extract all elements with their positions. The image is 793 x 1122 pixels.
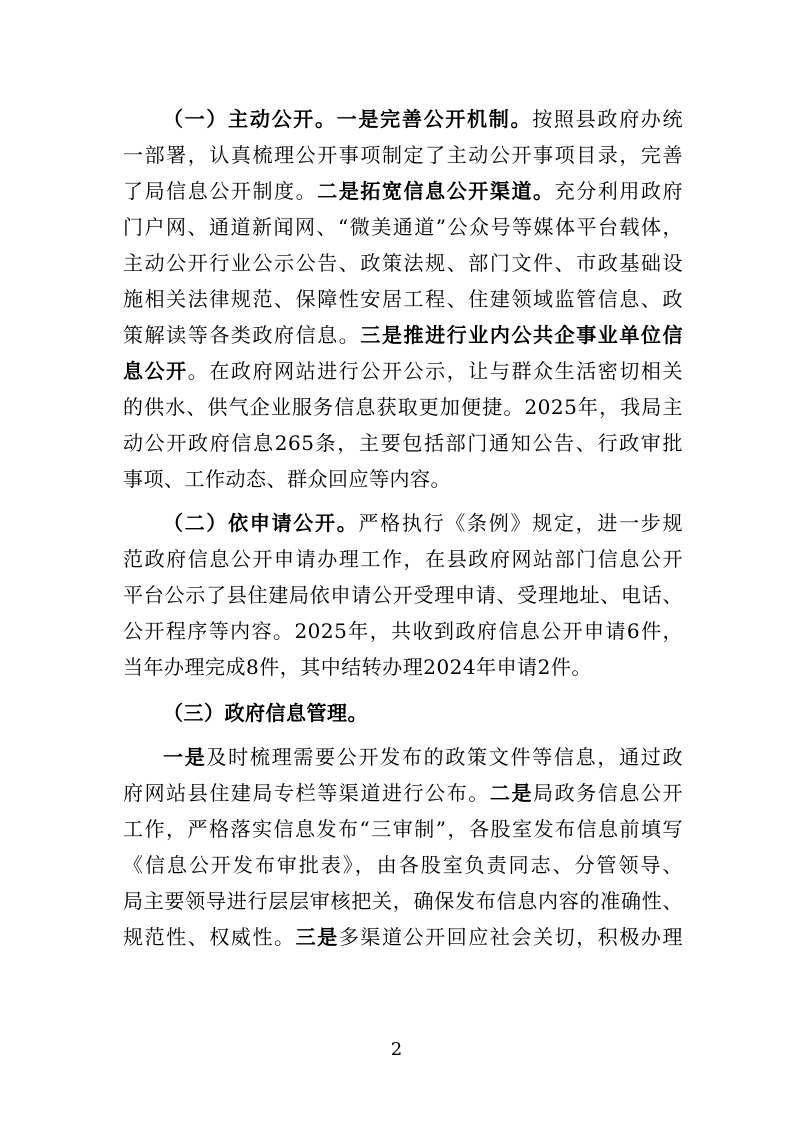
text-run: 充分利用政府 — [554, 179, 684, 203]
text-run: 多渠道公开回应社会关切，积极办理 — [338, 925, 684, 949]
p4-line-5: 局主要领导进行层层审核把关，确保发布信息内容的准确性、 — [123, 889, 683, 913]
p1-line-9: 的供水、供气企业服务信息获取更加便捷。2025年，我局主 — [123, 395, 683, 419]
p1-line-10: 动公开政府信息265条，主要包括部门通知公告、行政审批 — [123, 431, 683, 455]
bold-lead-2: 二是拓宽信息公开渠道。 — [317, 179, 555, 203]
p1-line-1 — [163, 104, 683, 134]
text-run: 了局信息公开制度。 — [123, 179, 318, 203]
section-heading-3: （三）政府信息管理。 — [163, 701, 368, 725]
p1-line-7 — [123, 320, 683, 350]
p4-line-4: 《信息公开发布审批表》，由各股室负责同志、分管领导、 — [123, 853, 683, 877]
text-run: 及时梳理需要公开发布的政策文件等信息，通过政 — [206, 745, 684, 769]
p2-line-4: 公开程序等内容。2025年，共收到政府信息公开申请6件， — [123, 619, 683, 643]
bold-lead-3: 三是推进行业内公共企事业单位信 — [360, 323, 684, 347]
bold-lead-yi: 一是 — [163, 745, 207, 769]
section-heading-2: （二）依申请公开。 — [163, 511, 359, 535]
page-number: 2 — [390, 1039, 403, 1060]
section-heading-1: （一）主动公开。 — [163, 107, 337, 131]
text-run: 按照县政府办统 — [532, 107, 684, 131]
text-run: 。在政府网站进行公开公示，让与群众生活密切相关 — [187, 359, 684, 383]
text-run: 策解读等各类政府信息。 — [123, 323, 361, 347]
p1-line-6: 施相关法律规范、保障性安居工程、住建领域监管信息、政 — [123, 287, 683, 311]
p2-line-2: 范政府信息公开申请办理工作，在县政府网站部门信息公开 — [123, 547, 683, 571]
p1-line-2: 一部署，认真梳理公开事项制定了主动公开事项目录，完善 — [123, 143, 683, 167]
p4-line-1 — [163, 742, 683, 772]
bold-lead-1: 一是完善公开机制。 — [336, 107, 533, 131]
bold-lead-3-end: 息公开 — [123, 359, 188, 383]
p4-line-6 — [123, 922, 683, 952]
p2-line-3: 平台公示了县住建局依申请公开受理申请、受理地址、电话、 — [123, 583, 683, 607]
p2-line-5: 当年办理完成8件，其中结转办理2024年申请2件。 — [123, 655, 592, 679]
bold-lead-san: 三是 — [295, 925, 339, 949]
p4-line-3: 工作，严格落实信息发布“三审制”，各股室发布信息前填写 — [123, 817, 683, 841]
text-run: 严格执行《条例》规定，进一步规 — [358, 511, 684, 535]
text-run: 府网站县住建局专栏等渠道进行公布。 — [123, 781, 490, 805]
p4-line-2 — [123, 778, 683, 808]
p1-line-8 — [123, 356, 683, 386]
p1-line-4: 门户网、通道新闻网、“微美通道”公众号等媒体平台载体， — [123, 215, 683, 239]
p2-line-1 — [163, 508, 683, 538]
text-run: 局政务信息公开 — [533, 781, 684, 805]
p1-line-11: 事项、工作动态、群众回应等内容。 — [123, 467, 451, 491]
text-run: 规范性、权威性。 — [123, 925, 296, 949]
p1-line-5: 主动公开行业公示公告、政策法规、部门文件、市政基础设 — [123, 251, 683, 275]
p1-line-3 — [123, 176, 683, 206]
bold-lead-er: 二是 — [489, 781, 534, 805]
